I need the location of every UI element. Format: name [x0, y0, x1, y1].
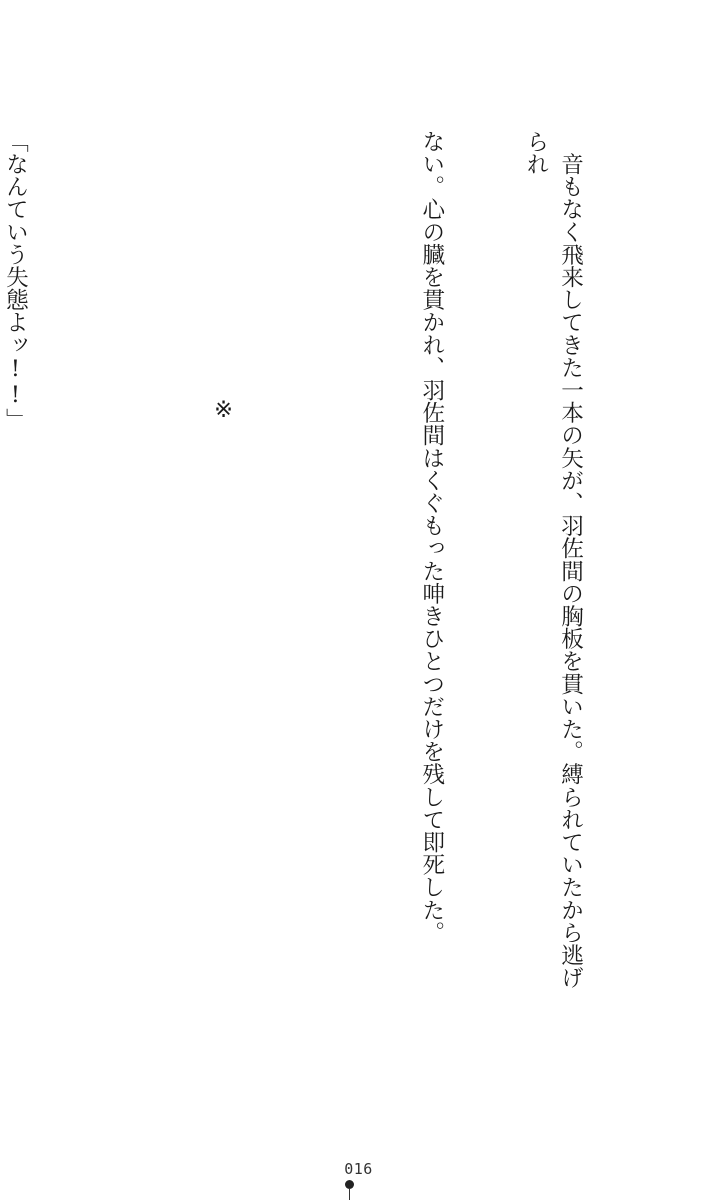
section-break-asterism: ※: [210, 396, 237, 423]
text-line: ない。心の臓を貫かれ、羽佐間はくぐもった呻きひとつだけを残して即死した。: [418, 130, 445, 944]
blank-line: [310, 130, 345, 1010]
page-marker-line: [349, 1188, 350, 1200]
text-line: 音もなく飛来してきた一本の矢が、羽佐間の胸板を貫いた。縛られていたから逃げられ: [522, 130, 584, 989]
text-line: 「なんていう失態よッ!!」: [2, 130, 29, 431]
vertical-text-body: [2, 130, 657, 1010]
blank-line: [102, 130, 137, 1010]
page-number: 016: [344, 1160, 373, 1178]
